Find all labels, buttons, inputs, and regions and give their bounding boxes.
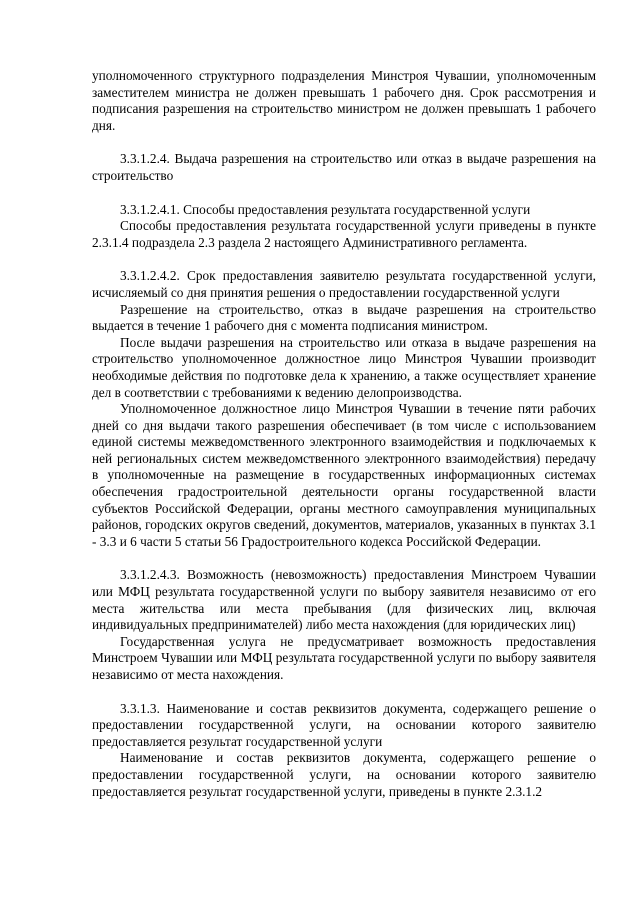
paragraph-continuation: уполномоченного структурного подразделения Минстроя Чувашии, уполномоченным заместителем министра не должен превышать 1 рабочего дня. Срок рассмотрения и подписания разрешения на строительство министром не должен превышать 1 рабочего дня. — [92, 68, 596, 133]
section-heading-3-3-1-2-4-3: 3.3.1.2.4.3. Возможность (невозможность) предоставления Минстроем Чувашии или МФЦ результата государственной услуги по выбору заявителя независимо от его места жительства или места пребывания (для физических лиц, включая индивидуальных предпринимателей) либо места нахождения (для юридических лиц) — [92, 567, 596, 633]
section-heading-3-3-1-2-4-2: 3.3.1.2.4.2. Срок предоставления заявителю результата государственной услуги, исчисляемый со дня принятия решения о предоставлении государственной услуги — [92, 268, 596, 300]
paragraph-extraterritorial: Государственная услуга не предусматривает возможность предоставления Минстроем Чувашии или МФЦ результата государственной услуги по выбору заявителя независимо от места нахождения. — [92, 633, 596, 682]
paragraph-data-transfer: Уполномоченное должностное лицо Минстроя Чувашии в течение пяти рабочих дней со дня выдачи такого разрешения обеспечивает (в том числе с использованием единой системы межведомственного электронного взаимодействия и подключаемых к ней региональных систем межведомственного электронного взаимодействия) передачу в уполномоченные на размещение в государственных информационных системах обеспечения градостроительной деятельности органы государственной власти субъектов Российской Федерации, органы местного самоуправления муниципальных районов, городских округов сведений, документов, материалов, указанных в пунктах 3.1 - 3.3 и 6 части 5 статьи 56 Градостроительного кодекса Российской Федерации. — [92, 401, 596, 549]
document-page — [92, 68, 596, 800]
section-heading-3-3-1-2-4-1: 3.3.1.2.4.1. Способы предоставления результата государственной услуги — [120, 201, 531, 217]
paragraph-document-requisites: Наименование и состав реквизитов документа, содержащего решение о предоставлении государственной услуги, на основании которого заявителю предоставляется результат государственной услуги, приведены в пункте 2.3.1.2 — [92, 750, 596, 799]
paragraph-issue-term: Разрешение на строительство, отказ в выдаче разрешения на строительство выдается в течение 1 рабочего дня с момента подписания министром. — [92, 301, 596, 334]
paragraph-result-methods: Способы предоставления результата государственной услуги приведены в пункте 2.3.1.4 подраздела 2.3 раздела 2 настоящего Административного регламента. — [92, 218, 596, 250]
section-heading-3-3-1-3: 3.3.1.3. Наименование и состав реквизитов документа, содержащего решение о предоставлении государственной услуги, на основании которого заявителю предоставляется результат государственной услуги — [92, 700, 596, 749]
section-heading-3-3-1-2-4: 3.3.1.2.4. Выдача разрешения на строительство или отказ в выдаче разрешения на строительство — [92, 151, 596, 183]
paragraph-archive: После выдачи разрешения на строительство или отказа в выдаче разрешения на строительство уполномоченное должностное лицо Минстроя Чувашии производит необходимые действия по подготовке дела к хранению, а также осуществляет хранение дел в соответствии с требованиями к ведению делопроизводства. — [92, 334, 596, 400]
